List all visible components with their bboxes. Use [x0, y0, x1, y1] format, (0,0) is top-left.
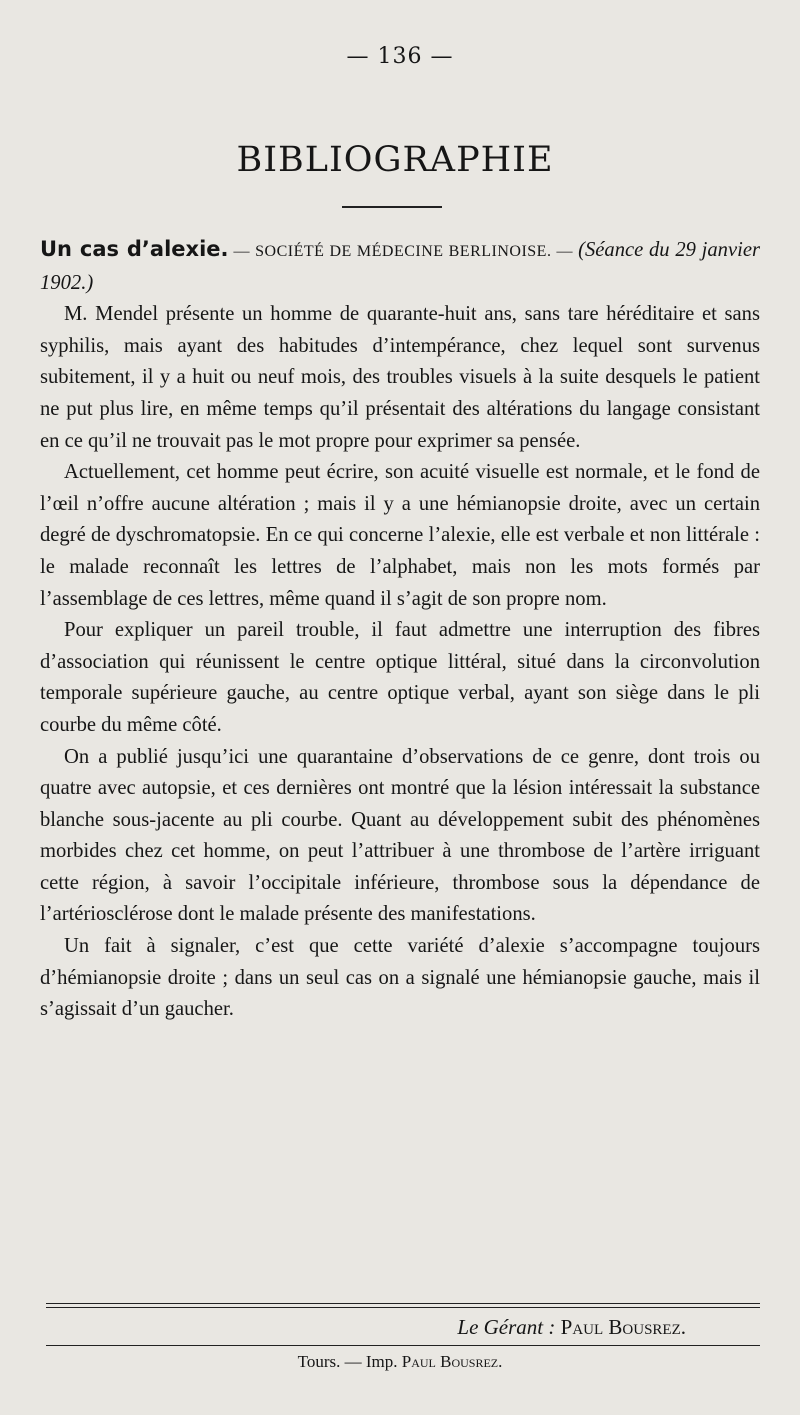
footer-rule-top	[46, 1303, 760, 1304]
paragraph-4: On a publié jusqu’ici une quarantaine d’observations de ce genre, dont trois ou quatre avec autopsie, et ces dernières ont montré que la lésion intéressait la substance blanche sous-jacente au pli courbe. Quant au développement subit des phénomènes morbides chez cet homme, on peut l’attribuer à une thrombose de l’artère irriguant cette région, à savoir l’occipitale inférieure, thrombose sous la dépendance de l’artériosclérose dont le malade présente des manifestations.	[40, 745, 760, 926]
title-underline	[342, 206, 442, 208]
footer-rule-bottom	[46, 1345, 760, 1346]
article-heading	[40, 234, 760, 299]
article-title: Un cas d’alexie.	[40, 237, 229, 261]
imprint-city: Tours. — Imp.	[297, 1352, 402, 1371]
page-number: — 136 —	[346, 44, 454, 69]
section-title: BIBLIOGRAPHIE	[236, 140, 554, 180]
society-name: — SOCIÉTÉ DE MÉDECINE BERLINOISE. —	[228, 243, 579, 260]
manager-signature	[0, 1315, 686, 1340]
paragraph-3: Pour expliquer un pareil trouble, il faut admettre une interruption des fibres d’association qui réunissent le centre optique littéral, situé dans la circonvolution temporale supérieure gauche, au centre optique verbal, ayant son siège dans le pli courbe du même côté.	[40, 619, 760, 736]
printer-imprint	[0, 1352, 800, 1372]
footer-rule-top-inner	[46, 1307, 760, 1308]
imprint-name: Paul Bousrez.	[401, 1352, 503, 1371]
session-date: (Séance du 29 janvier 1902.)	[40, 239, 760, 294]
paragraph-2: Actuellement, cet homme peut écrire, son acuité visuelle est normale, et le fond de l’œil n’offre aucune altération ; mais il y a une hémianopsie droite, avec un certain degré de dyschromatopsie. En ce qui concerne l’alexie, elle est verbale et non littérale : le malade reconnaît les lettres de l’alphabet, mais non les mots formés par l’assemblage de ces lettres, même quand il s’agit de son propre nom.	[40, 461, 760, 610]
article-body	[40, 234, 760, 1026]
paragraph-1: M. Mendel présente un homme de quarante-huit ans, sans tare héréditaire et sans syphilis, mais ayant des habitudes d’intempérance, chez lequel sont survenus subitement, il y a huit ou neuf mois, des troubles visuels à la suite desquels le patient ne put plus lire, en même temps qu’il présentait des altérations du langage consistant en ce qu’il ne trouvait pas le mot propre pour exprimer sa pensée.	[40, 303, 760, 452]
paragraph-5: Un fait à signaler, c’est que cette variété d’alexie s’accompagne toujours d’hémianopsie droite ; dans un seul cas on a signalé une hémianopsie gauche, mais il s’agissait d’un gaucher.	[40, 935, 760, 1021]
manager-name: Paul Bousrez.	[560, 1315, 686, 1339]
manager-label: Le Gérant :	[457, 1315, 556, 1339]
